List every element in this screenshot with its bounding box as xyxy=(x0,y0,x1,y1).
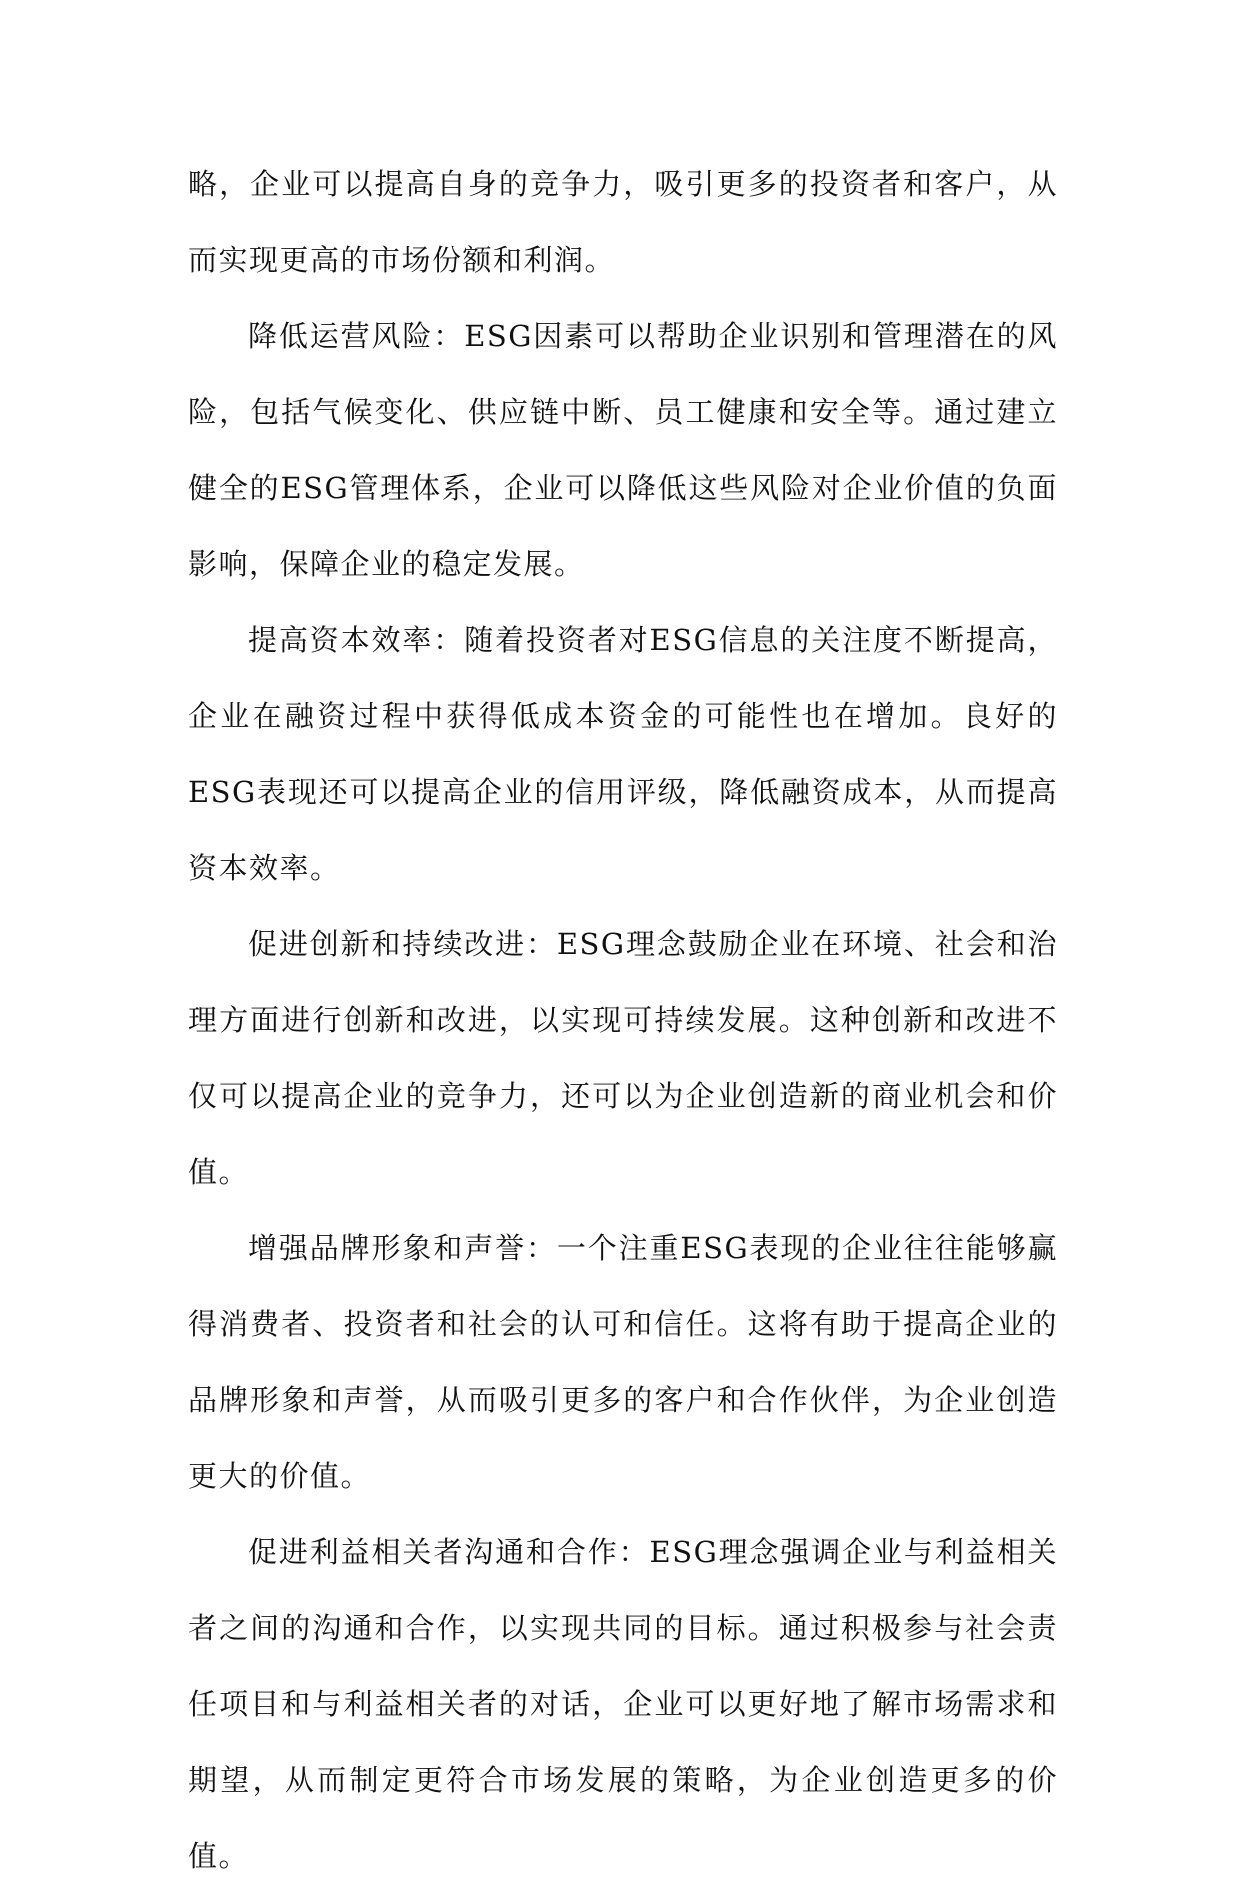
paragraph-continuation: 略，企业可以提高自身的竞争力，吸引更多的投资者和客户，从而实现更高的市场份额和利润。 xyxy=(188,167,1058,277)
paragraph-brand-image: 增强品牌形象和声誉：一个注重ESG表现的企业往往能够赢得消费者、投资者和社会的认可和信任。这将有助于提高企业的品牌形象和声誉，从而吸引更多的客户和合作伙伴，为企业创造更大的价值。 xyxy=(188,1231,1058,1493)
paragraph-operational-risk: 降低运营风险：ESG因素可以帮助企业识别和管理潜在的风险，包括气候变化、供应链中断、员工健康和安全等。通过建立健全的ESG管理体系，企业可以降低这些风险对企业价值的负面影响，保障企业的稳定发展。 xyxy=(188,319,1058,581)
paragraph-innovation: 促进创新和持续改进：ESG理念鼓励企业在环境、社会和治理方面进行创新和改进，以实现可持续发展。这种创新和改进不仅可以提高企业的竞争力，还可以为企业创造新的商业机会和价值。 xyxy=(188,927,1058,1189)
paragraph-stakeholder-communication: 促进利益相关者沟通和合作：ESG理念强调企业与利益相关者之间的沟通和合作，以实现共同的目标。通过积极参与社会责任项目和与利益相关者的对话，企业可以更好地了解市场需求和期望，从而制定更符合市场发展的策略，为企业创造更多的价值。 xyxy=(188,1535,1058,1873)
paragraph-capital-efficiency: 提高资本效率：随着投资者对ESG信息的关注度不断提高，企业在融资过程中获得低成本资金的可能性也在增加。良好的ESG表现还可以提高企业的信用评级，降低融资成本，从而提高资本效率。 xyxy=(188,623,1058,885)
body-text xyxy=(188,146,1058,1894)
